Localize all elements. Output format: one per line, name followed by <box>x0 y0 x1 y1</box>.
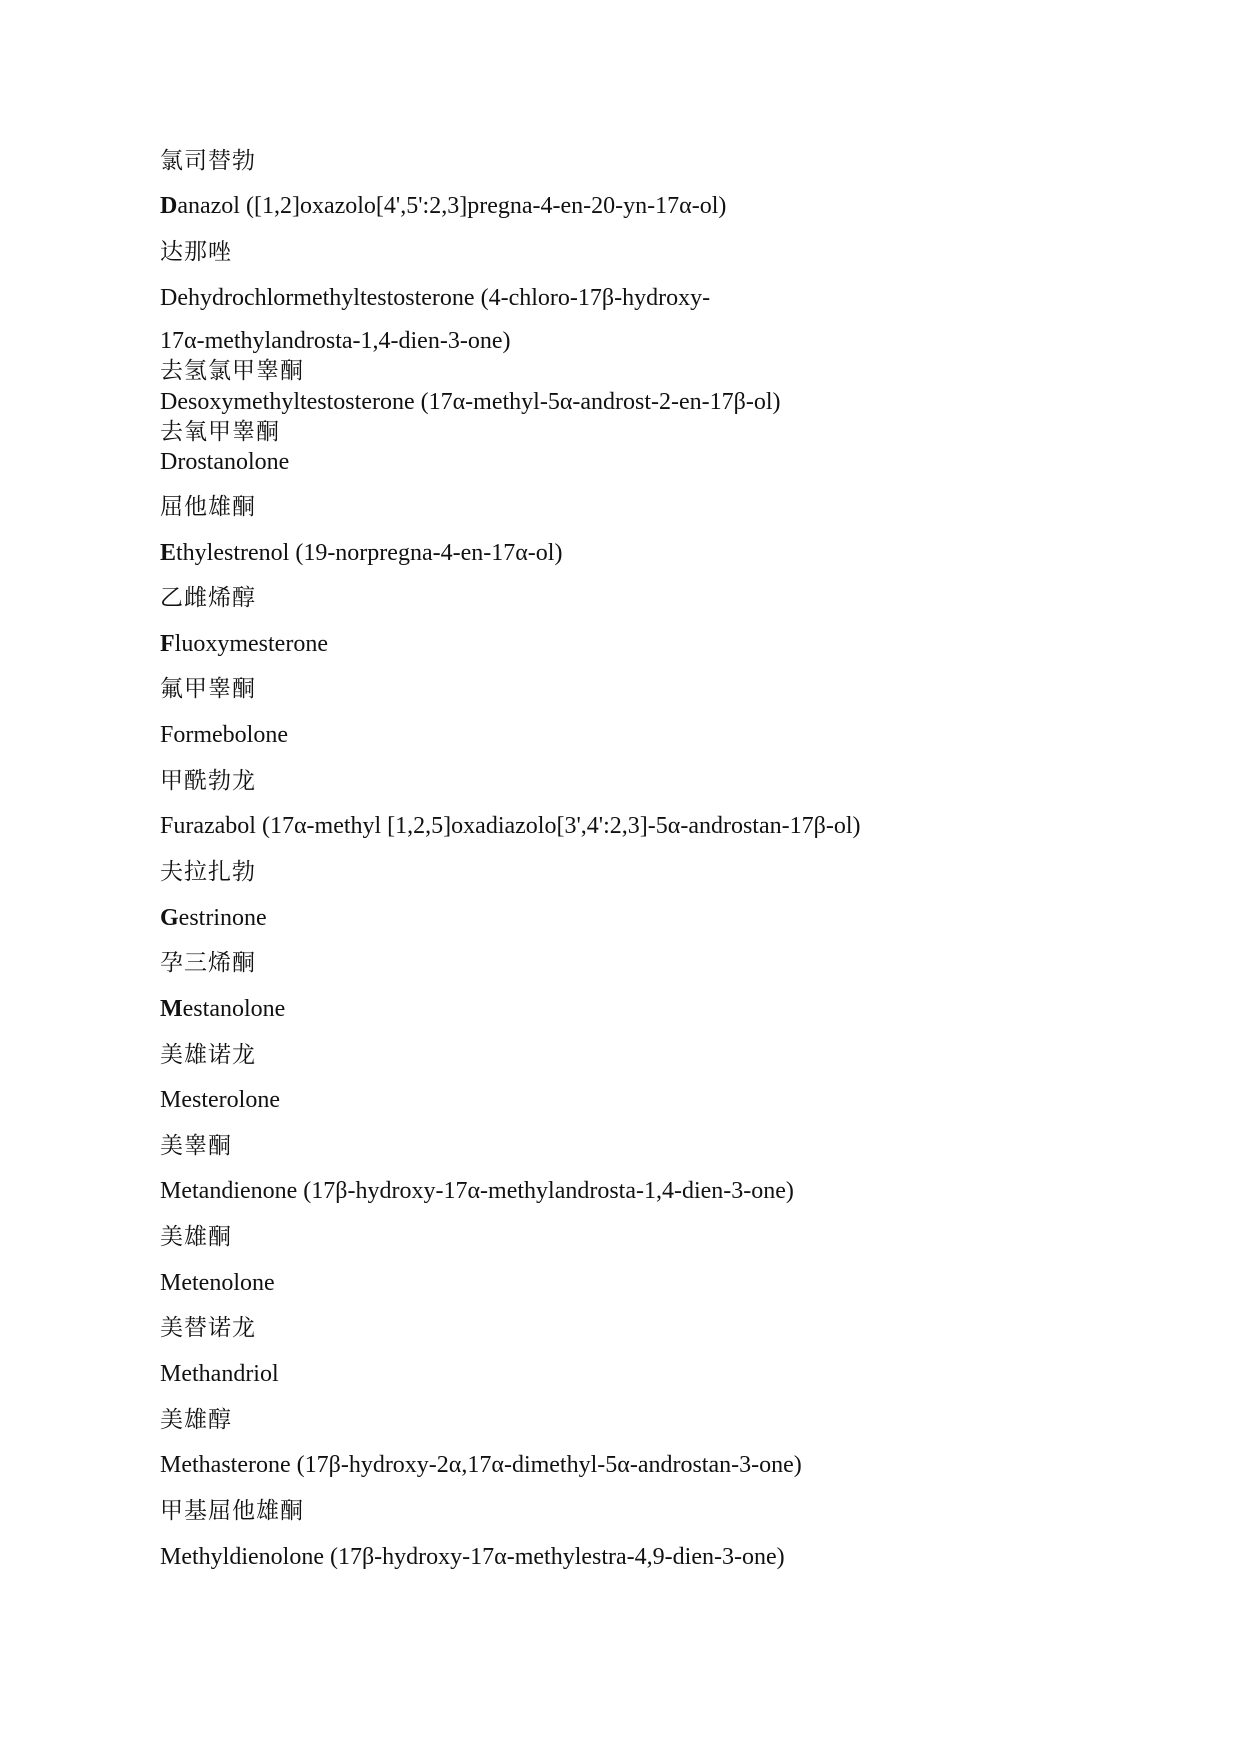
substance-name <box>160 1542 785 1572</box>
chinese-name: 乙雌烯醇 <box>160 585 256 611</box>
substance-name <box>160 387 781 417</box>
initial-letter: E <box>160 540 177 566</box>
chinese-name: 去氧甲睾酮 <box>160 419 280 445</box>
initial-letter: D <box>160 193 178 219</box>
substance-text: Mesterolone <box>160 1087 280 1113</box>
chinese-name: 夫拉扎勃 <box>160 859 256 885</box>
substance-name <box>160 1450 802 1480</box>
chinese-name: 达那唑 <box>160 239 232 265</box>
substance-text: Metandienone (17β-hydroxy-17α-methylandrosta-1,4-dien-3-one) <box>160 1178 794 1204</box>
substance-text: thylestrenol (19-norpregna-4-en-17α-ol) <box>176 540 563 566</box>
initial-letter: M <box>160 996 183 1022</box>
substance-name <box>160 283 710 313</box>
substance-name <box>160 191 726 221</box>
chinese-name: 美替诺龙 <box>160 1315 256 1341</box>
substance-text: Furazabol (17α-methyl [1,2,5]oxadiazolo[3',4':2,3]-5α-androstan-17β-ol) <box>160 813 861 839</box>
substance-text: estanolone <box>182 996 286 1022</box>
chinese-name: 甲酰勃龙 <box>160 768 256 794</box>
substance-name <box>160 1359 279 1389</box>
chinese-name: 氟甲睾酮 <box>160 676 256 702</box>
substance-text: Methasterone (17β-hydroxy-2α,17α-dimethyl-5α-androstan-3-one) <box>160 1452 802 1478</box>
substance-text: Methandriol <box>160 1361 279 1387</box>
substance-name <box>160 538 562 568</box>
substance-name <box>160 994 285 1024</box>
initial-letter: G <box>160 905 179 931</box>
substance-text: Drostanolone <box>160 449 290 475</box>
substance-name <box>160 1268 275 1298</box>
chinese-name: 甲基屈他雄酮 <box>160 1498 304 1524</box>
substance-text: estrinone <box>178 905 267 931</box>
substance-name <box>160 1176 794 1206</box>
substance-name <box>160 1085 280 1115</box>
chinese-name: 美雄酮 <box>160 1224 232 1250</box>
chinese-name: 氯司替勃 <box>160 148 256 174</box>
substance-text: anazol ([1,2]oxazolo[4',5':2,3]pregna-4-en-20-yn-17α-ol) <box>177 193 727 219</box>
substance-text: Dehydrochlormethyltestosterone (4-chloro-17β-hydroxy- <box>160 285 711 311</box>
substance-name <box>160 720 288 750</box>
chinese-name: 孕三烯酮 <box>160 950 256 976</box>
chinese-name: 美雄诺龙 <box>160 1042 256 1068</box>
chinese-name: 屈他雄酮 <box>160 494 256 520</box>
substance-text: Desoxymethyltestosterone (17α-methyl-5α-androst-2-en-17β-ol) <box>160 389 781 415</box>
chinese-name: 美雄醇 <box>160 1407 232 1433</box>
substance-text: Methyldienolone (17β-hydroxy-17α-methylestra-4,9-dien-3-one) <box>160 1544 785 1570</box>
initial-letter: F <box>160 631 175 657</box>
chinese-name: 去氢氯甲睾酮 <box>160 358 304 384</box>
substance-name <box>160 903 267 933</box>
substance-name <box>160 326 510 356</box>
substance-name <box>160 811 860 841</box>
chinese-name: 美睾酮 <box>160 1133 232 1159</box>
substance-text: Metenolone <box>160 1270 275 1296</box>
substance-text: 17α-methylandrosta-1,4-dien-3-one) <box>160 328 511 354</box>
substance-name <box>160 447 289 477</box>
substance-name <box>160 629 328 659</box>
substance-text: luoxymesterone <box>174 631 328 657</box>
substance-text: Formebolone <box>160 722 288 748</box>
